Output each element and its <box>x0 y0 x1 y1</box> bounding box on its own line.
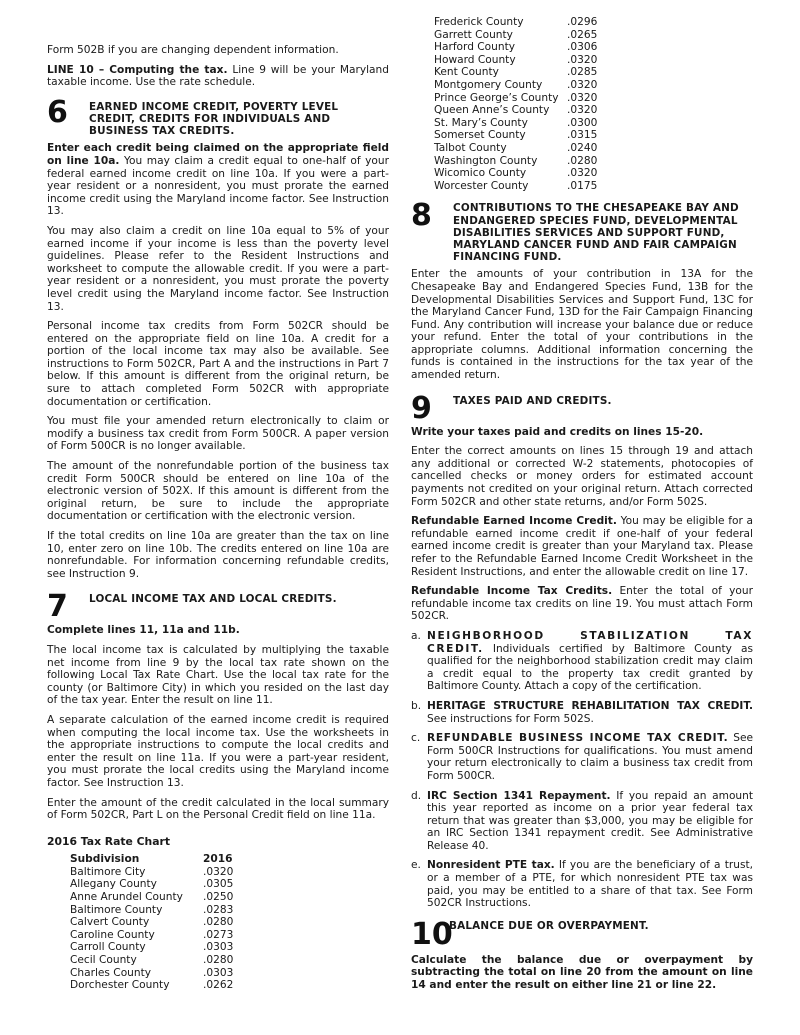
left-column <box>47 0 389 992</box>
paragraph: Enter the correct amounts on lines 15 through 19 and attach any additional or corrected W-2 statements, photocopies of cancelled checks or money orders for estimated account payments not credited on your original return. Attach corrected Form 502CR and other state returns, and/or Form 502S. <box>411 445 753 508</box>
table-row: Allegany County .0305 <box>70 878 234 891</box>
rate-chart-table-continued <box>434 16 597 192</box>
section-title: LOCAL INCOME TAX AND LOCAL CREDITS. <box>89 593 337 606</box>
table-row: Anne Arundel County .0250 <box>70 891 234 904</box>
section-9-header <box>411 390 753 426</box>
section-title: CONTRIBUTIONS TO THE CHESAPEAKE BAY AND ENDANGERED SPECIES FUND, DEVELOPMENTAL DISABILITIES SERVICES AND SUPPORT FUND, MARYLAND CANCER FUND AND FAIR CAMPAIGN FINANCING FUND. <box>453 202 739 264</box>
line10-paragraph: LINE 10 – Computing the tax. Line 9 will be your Maryland taxable income. Use the rate schedule. <box>47 63 389 89</box>
table-row: Charles County .0303 <box>70 966 234 979</box>
table-row: St. Mary’s County .0300 <box>434 116 598 129</box>
table-row: Garrett County .0265 <box>434 28 598 41</box>
section-number: 8 <box>411 198 432 234</box>
table-row: Cecil County .0280 <box>70 954 234 967</box>
line10-heading: LINE 10 – Computing the tax. <box>47 63 228 76</box>
list-item: b. HERITAGE STRUCTURE REHABILITATION TAX CREDIT. See instructions for Form 502S. <box>411 699 753 725</box>
rate-chart-table <box>70 853 233 992</box>
table-row: Calvert County .0280 <box>70 916 234 929</box>
list-item: e. Nonresident PTE tax. If you are the beneficiary of a trust, or a member of a PTE, for which nonresident PTE tax was paid, you may be entitled to a share of that tax. See Form 502CR Instructions. <box>411 859 753 910</box>
section-subheading: Write your taxes paid and credits on lines 15-20. <box>411 425 704 438</box>
column-header-year: 2016 <box>203 853 233 866</box>
section-10-header <box>411 916 753 952</box>
paragraph: Enter each credit being claimed on the appropriate field on line 10a. You may claim a credit equal to one-half of your federal earned income credit on line 10a. If you were a part-year resident or a nonresident, you must prorate the earned income credit using the Maryland income factor. See Instruction 13. <box>47 142 389 218</box>
table-row: Howard County .0320 <box>434 53 598 66</box>
section-number: 10 <box>411 916 453 952</box>
rate-chart-title: 2016 Tax Rate Chart <box>47 834 171 848</box>
section-title: TAXES PAID AND CREDITS. <box>453 394 612 407</box>
section-title: EARNED INCOME CREDIT, POVERTY LEVEL CREDIT, CREDITS FOR INDIVIDUALS AND BUSINESS TAX CREDITS. <box>89 100 339 138</box>
paragraph: If the total credits on line 10a are greater than the tax on line 10, enter zero on line 10b. The credits entered on line 10a are nonrefundable. For information concerning refundable credits, see Instruction 9. <box>47 530 389 580</box>
paragraph: The local income tax is calculated by multiplying the taxable net income from line 9 by the local tax rate shown on the following Local Tax Rate Chart. Use the local tax rate for the county (or Baltimore City) in which you resided on the last day of the tax year. Enter the result on line 11. <box>47 643 389 707</box>
list-item: d. IRC Section 1341 Repayment. If you repaid an amount this year reported as income on a prior year federal tax return that was greater than $3,000, you may be eligible for an IRC Section 1341 repayment credit. See Administrative Release 40. <box>411 789 754 852</box>
intro-text: Form 502B if you are changing dependent information. <box>47 44 339 56</box>
right-column <box>411 0 753 992</box>
paragraph: Refundable Earned Income Credit. You may be eligible for a refundable earned income credit if one-half of your federal earned income credit is greater than your Maryland tax. Please refer to the Refundable Earned Income Credit Worksheet in the Resident Instructions, and enter the allowable credit on line 17. <box>411 515 753 578</box>
section-number: 7 <box>47 589 68 625</box>
table-row: Washington County .0280 <box>434 154 598 167</box>
section-8-header <box>411 198 753 264</box>
paragraph: Personal income tax credits from Form 502CR should be entered on the appropriate field on line 10a. A credit for a portion of the local income tax may also be available. See instructions to Form 502CR, Part A and the instructions in Part 7 below. If this amount is different from the original return, be sure to attach completed Form 502CR with appropriate documentation or certification. <box>47 320 389 408</box>
list-item: c. REFUNDABLE BUSINESS INCOME TAX CREDIT. See Form 500CR Instructions for qualifications. You must amend your return electronically to claim a business tax credit from Form 500CR. <box>411 732 753 782</box>
paragraph: The amount of the nonrefundable portion of the business tax credit Form 500CR should be entered on line 10a of the electronic version of 502X. If this amount is different from the original return, be sure to include the appropriate documentation or certification with the electronic version. <box>47 460 389 523</box>
paragraph: Enter the amounts of your contribution in 13A for the Chesapeake Bay and Endangered Species Fund, 13B for the Developmental Disabilities Services and Support Fund, 13C for the Maryland Cancer Fund, 13D for the Fair Campaign Financing Fund. Any contribution will increase your balance due or reduce your refund. Enter the total of your contributions in the appropriate columns. Additional information concerning the funds is contained in the instructions for the tax year of the amended return. <box>411 268 753 382</box>
section-subheading: Complete lines 11, 11a and 11b. <box>47 624 240 637</box>
column-header-subdivision: Subdivision <box>70 853 140 866</box>
section-number: 6 <box>47 94 68 130</box>
section-7-header <box>47 589 389 625</box>
table-row: Harford County .0306 <box>434 41 598 54</box>
table-row: Dorchester County .0262 <box>70 979 234 992</box>
table-row: Worcester County .0175 <box>434 179 598 192</box>
table-row: Baltimore County .0283 <box>70 903 234 916</box>
paragraph: A separate calculation of the earned income credit is required when computing the local income tax. Use the worksheets in the appropriate instructions to compute the local credits and enter the result on line 11a. If you were a part-year resident, you must prorate the local credits using the Maryland income factor. See Instruction 13. <box>47 713 389 789</box>
table-row: Queen Anne’s County .0320 <box>434 104 598 117</box>
table-row: Montgomery County .0320 <box>434 78 598 91</box>
paragraph: Enter the amount of the credit calculated in the local summary of Form 502CR, Part L on the Personal Credit field on line 11a. <box>47 796 389 822</box>
table-row: Wicomico County .0320 <box>434 167 598 180</box>
table-row: Caroline County .0273 <box>70 928 234 941</box>
section-title: BALANCE DUE OR OVERPAYMENT. <box>449 919 649 932</box>
table-row: Frederick County .0296 <box>434 16 598 28</box>
section-6-header <box>47 94 389 138</box>
paragraph: Refundable Income Tax Credits. Enter the total of your refundable income tax credits on line 19. You must attach Form 502CR. <box>411 585 753 623</box>
list-item: a. NEIGHBORHOOD STABILIZATION TAX CREDIT. Individuals certified by Baltimore County as qualified for the neighborhood stabilization credit may claim a credit equal to the property tax credit granted by Baltimore County. Attach a copy of the certification. <box>411 629 753 693</box>
paragraph: You may also claim a credit on line 10a equal to 5% of your earned income if your income is less than the poverty level guidelines. Please refer to the Resident Instructions and worksheet to compute the allowable credit. If you were a part-year resident or a nonresident, you must prorate the poverty level credit using the Maryland income factor. See Instruction 13. <box>47 224 389 313</box>
table-row: Talbot County .0240 <box>434 141 598 154</box>
table-row: Baltimore City .0320 <box>70 865 234 878</box>
paragraph: You must file your amended return electronically to claim or modify a business tax credit from Form 500CR. A paper version of Form 500CR is no longer available. <box>47 415 389 453</box>
table-row: Somerset County .0315 <box>434 129 598 142</box>
table-row: Kent County .0285 <box>434 66 598 79</box>
table-row: Carroll County .0303 <box>70 941 234 954</box>
section-number: 9 <box>411 390 432 426</box>
table-row: Prince George’s County .0320 <box>434 91 598 104</box>
section-subheading: Calculate the balance due or overpayment by subtracting the total on line 20 from the amount on line 14 and enter the result on either line 21 or line 22. <box>411 953 753 992</box>
